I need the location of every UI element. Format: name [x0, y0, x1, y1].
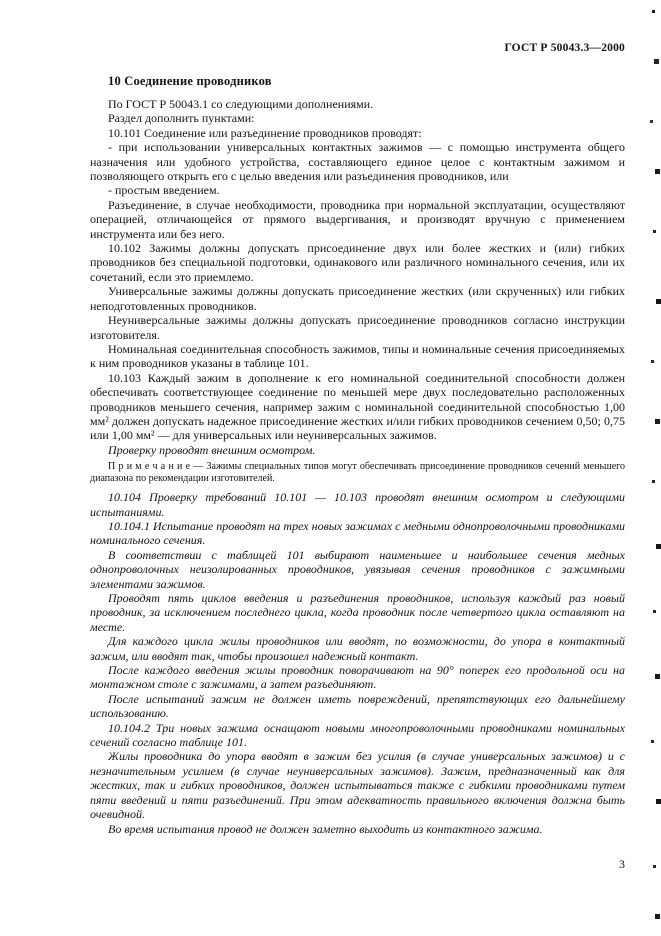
document-body: [90, 97, 625, 836]
paragraph: 10.103 Каждый зажим в дополнение к его номинальной соединительной способности должен обеспечивать соответствующее соединение по меньшей мере двух последовательно расположенных проводников меньшего сечения, например зажим с номинальной соединительной способностью 1,00 мм² должен допускать надежное присоединение жестких и/или гибких проводников сечением 0,50; 0,75 или 1,00 мм² — для универсальных или неуниверсальных зажимов.: [90, 370, 625, 443]
paragraph: Номинальная соединительная способность зажимов, типы и номинальные сечения присоединяемых к ним проводников указаны в таблице 101.: [90, 341, 625, 371]
paragraph: В соответствии с таблицей 101 выбирают наименьшее и наибольшее сечения медных однопроволочных неизолированных проводников, увязывая сечения проводников с зажимными элементами зажимов.: [90, 547, 625, 591]
paragraph: - простым введением.: [108, 183, 220, 198]
paragraph: По ГОСТ Р 50043.1 со следующими дополнениями.: [108, 97, 374, 111]
paragraph: Проверку проводят внешним осмотром.: [108, 442, 316, 457]
paragraph: После испытаний зажим не должен иметь повреждений, препятствующих его дальнейшему использованию.: [90, 691, 625, 721]
scan-artifacts: [648, 0, 651, 3]
document-content: [90, 74, 625, 836]
paragraph: 10.102 Зажимы должны допускать присоединение двух или более жестких и (или) гибких проводников без специальной подготовки, одинакового или различного номинального сечения, или их сочетаний, если это приемлемо.: [90, 241, 625, 284]
paragraph: Раздел дополнить пунктами:: [108, 111, 255, 126]
paragraph: - при использовании универсальных контактных зажимов — с помощью инструмента общего назначения или удобного устройства, составляющего единое целое с контактным зажимом и позволяющего открыть его с целью введения или разъединения проводников, или: [90, 140, 625, 184]
paragraph: Разъединение, в случае необходимости, проводника при нормальной эксплуатации, осуществляют операцией, отличающейся от прямого выдергивания, и производят вручную с применением инструмента или без него.: [90, 197, 625, 241]
paragraph: Неуниверсальные зажимы должны допускать присоединение проводников согласно инструкции изготовителя.: [90, 313, 625, 342]
paragraph: Проводят пять циклов введения и разъединения проводников, используя каждый раз новый проводник, за исключением последнего цикла, когда проводник после четвертого цикла оставляют на месте.: [90, 591, 625, 634]
section-title: 10 Соединение проводников: [108, 74, 272, 88]
paragraph: 10.104.1 Испытание проводят на трех новых зажимах с медными однопроволочными проводниками номинального сечения.: [90, 518, 625, 548]
paragraph: После каждого введения жилы проводник поворачивают на 90° поперек его продольной оси на монтажном столе с зажимами, а затем разъединяют.: [90, 663, 625, 692]
paragraph: Универсальные зажимы должны допускать присоединение жестких (или скрученных) или гибких неподготовленных проводников.: [90, 284, 625, 313]
paragraph: Во время испытания провод не должен заметно выходить из контактного зажима.: [108, 821, 543, 836]
paragraph: Для каждого цикла жилы проводников или вводят, по возможности, до упора в контактный зажим, или вводят так, чтобы произошел надежный контакт.: [90, 634, 625, 663]
paragraph: 10.104.2 Три новых зажима оснащают новыми многопроволочными проводниками номинальных сечений согласно таблице 101.: [90, 720, 625, 750]
paragraph: 10.104 Проверку требований 10.101 — 10.103 проводят внешним осмотром и следующими испытаниями.: [90, 490, 625, 519]
document-reference: ГОСТ Р 50043.3—2000: [504, 42, 625, 54]
paragraph: 10.101 Соединение или разъединение проводников проводят:: [108, 125, 422, 140]
page-number: 3: [619, 857, 625, 871]
paragraph: П р и м е ч а н и е — Зажимы специальных типов могут обеспечивать присоединение проводников сечений меньшего диапазона по рекомендации изготовителей.: [90, 461, 625, 485]
paragraph: Жилы проводника до упора вводят в зажим без усилия (в случае универсальных зажимов) и с незначительным усилием (в случае неуниверсальных зажимов). Зажим, предназначенный как для жестких, так и гибких проводников, должен испытываться также с гибкими проводниками путем пяти введений и пяти разъединений. При этом адекватность правильного включения должна быть очевидной.: [90, 749, 625, 822]
